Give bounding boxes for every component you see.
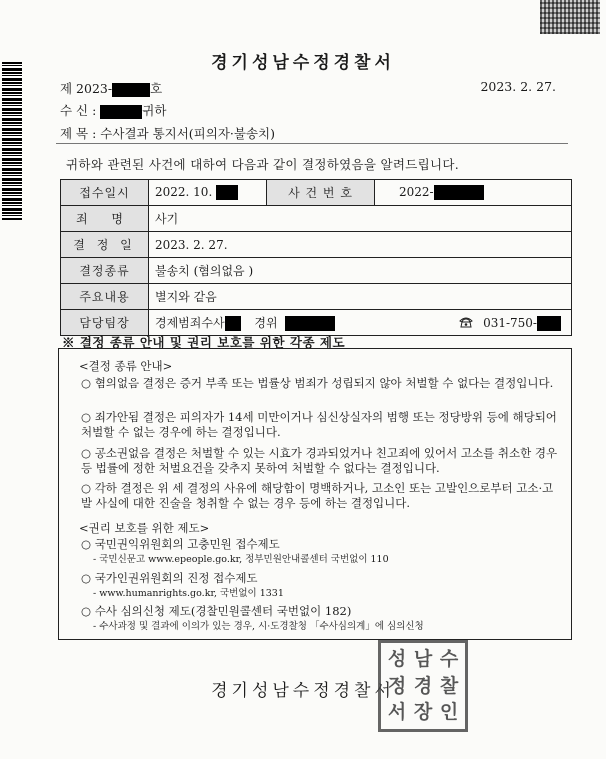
list-item-text: 국민권익위원회의 고충민원 접수제도	[94, 537, 280, 551]
officer-value	[149, 310, 572, 336]
subject-label: 제 목 :	[60, 126, 97, 141]
decision-type-label: 결정종류	[61, 258, 149, 284]
seal-char: 성	[387, 648, 407, 670]
document-number	[60, 79, 162, 97]
decision-date-value: 2023. 2. 27.	[149, 232, 572, 258]
bullet: ○	[81, 481, 92, 495]
document-title: 경기성남수정경찰서	[211, 53, 395, 73]
officer-label: 담당팀장	[61, 310, 149, 336]
doc-no-suffix: 호	[150, 81, 163, 96]
list-item	[81, 410, 559, 440]
list-item-sub: - 국민신문고 www.epeople.go.kr, 정부민원안내콜센터 국번없이 110	[93, 554, 389, 565]
bullet: ○	[81, 604, 92, 618]
list-item-text: 각하 결정은 위 세 결정의 사유에 해당함이 명백하거나, 고소인 또는 고발인으로부터 고소·고발 사실에 대한 진술을 청취할 수 없는 경우 등에 하는 결정입니다.	[81, 481, 554, 510]
list-item-text: 공소권없음 결정은 처벌할 수 있는 시효가 경과되었거나 친고죄에 있어서 고소를 취소한 경우 등 법률에 정한 처벌요건을 갖추지 못하여 처벌할 수 없다는 결정입니다.	[81, 446, 558, 475]
recipient-line	[60, 101, 166, 119]
list-item	[81, 604, 559, 634]
bullet: ○	[81, 410, 92, 424]
table-row	[61, 284, 572, 310]
main-content-value: 별지와 같음	[149, 284, 572, 310]
redaction-block	[225, 316, 241, 331]
bullet: ○	[81, 571, 92, 585]
phone-value: 031-750-	[483, 316, 537, 330]
seal-char: 인	[439, 701, 459, 724]
redaction-block	[285, 316, 335, 331]
guide-heading: <결정 종류 안내>	[79, 359, 173, 373]
issuer-name: 경기성남수정경찰서	[211, 681, 395, 701]
table-row	[61, 180, 572, 206]
subject-line	[60, 124, 275, 142]
notice-title: ※ 결정 종류 안내 및 권리 보호를 위한 각종 제도	[62, 335, 346, 350]
list-item	[81, 571, 559, 601]
decision-date-label: 결 정 일	[61, 232, 149, 258]
seal-char: 장	[413, 701, 433, 724]
rights-heading: <권리 보호를 위한 제도>	[79, 521, 210, 535]
case-info-table	[60, 179, 572, 336]
table-row	[61, 232, 572, 258]
notice-box	[58, 348, 572, 640]
intro-text: 귀하와 관련된 사건에 대하여 다음과 같이 결정하였음을 알려드립니다.	[66, 157, 460, 172]
seal-char: 찰	[439, 674, 459, 697]
main-content-label: 주요내용	[61, 284, 149, 310]
list-item	[81, 537, 559, 567]
receipt-date: 2022. 10.	[155, 185, 213, 199]
seal-char: 서	[387, 701, 407, 724]
redaction-block	[100, 105, 142, 119]
subject-text: 수사결과 통지서(피의자·불송치)	[100, 126, 275, 141]
list-item	[81, 446, 565, 476]
officer-rank: 경위	[254, 316, 278, 330]
list-item-text: 국가인권위원회의 진정 접수제도	[94, 571, 258, 585]
list-item-text: 죄가안됨 결정은 피의자가 14세 미만이거나 심신상실자의 범행 또는 정당방위 등에 해당되어 처벌할 수 없는 경우에 하는 결정입니다.	[81, 410, 557, 439]
redaction-block	[434, 185, 484, 200]
list-item-sub: - 수사과정 및 결과에 이의가 있는 경우, 시·도경찰청 「수사심의계」에 심의신청	[93, 621, 424, 632]
redaction-block	[216, 185, 238, 200]
list-item	[81, 376, 559, 391]
bullet: ○	[81, 446, 92, 460]
redaction-block	[112, 83, 150, 97]
qr-code-icon	[540, 0, 600, 34]
case-no-label: 사 건 번 호	[267, 180, 375, 206]
recipient-suffix: 귀하	[142, 103, 167, 118]
table-row	[61, 258, 572, 284]
seal-char: 정	[387, 674, 407, 697]
receipt-label: 접수일시	[61, 180, 149, 206]
decision-type-value: 불송치 (혐의없음 )	[149, 258, 572, 284]
list-item	[81, 481, 559, 511]
list-item-sub: - www.humanrights.go.kr, 국번없이 1331	[93, 588, 284, 599]
table-row	[61, 310, 572, 336]
charge-label: 죄 명	[61, 206, 149, 232]
seal-char: 수	[439, 648, 459, 670]
case-no-value	[375, 180, 572, 206]
bullet: ○	[81, 537, 92, 551]
barcode-icon	[2, 62, 22, 220]
seal-char: 남	[413, 648, 433, 670]
list-item-text: 혐의없음 결정은 증거 부족 또는 법률상 범죄가 성립되지 않아 처벌할 수 없다는 결정입니다.	[94, 376, 554, 390]
list-item-text: 수사 심의신청 제도(경찰민원콜센터 국번없이 182)	[94, 604, 352, 618]
receipt-value	[149, 180, 267, 206]
official-seal	[378, 640, 468, 732]
document-date: 2023. 2. 27.	[480, 79, 556, 94]
officer-dept: 경제범죄수사	[155, 316, 225, 330]
table-row	[61, 206, 572, 232]
charge-value: 사기	[149, 206, 572, 232]
divider	[56, 143, 568, 144]
bullet: ○	[81, 376, 92, 390]
recipient-label: 수 신 :	[60, 103, 97, 118]
seal-char: 경	[413, 674, 433, 697]
phone-icon	[459, 316, 473, 331]
redaction-block	[537, 316, 561, 331]
doc-no-label: 제 2023-	[60, 81, 113, 96]
case-no-prefix: 2022-	[399, 185, 434, 199]
